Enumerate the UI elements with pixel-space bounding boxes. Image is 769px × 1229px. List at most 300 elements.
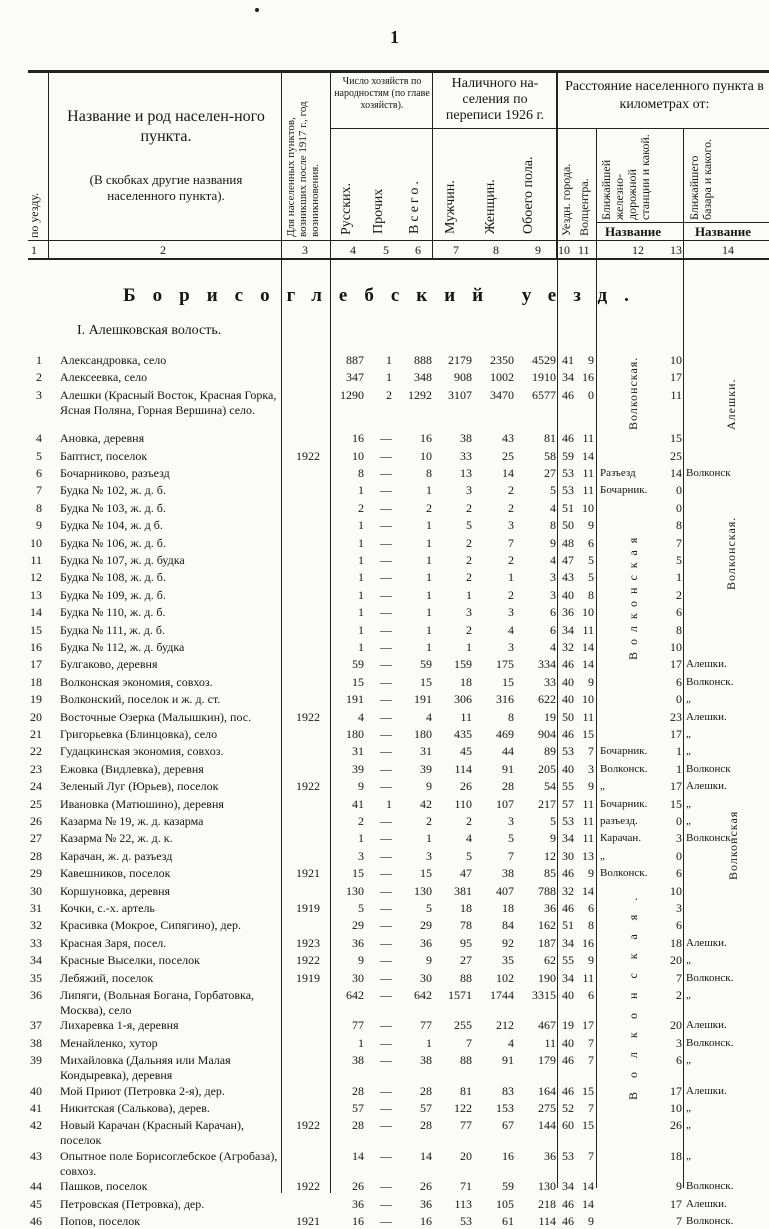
households-russian: 28	[352, 1118, 364, 1133]
households-total: 16	[420, 431, 432, 446]
bazaar-name: Алешки.	[686, 936, 727, 949]
table-row	[0, 1018, 769, 1033]
settlement-name: Будка № 107, ж. д. будка	[60, 553, 185, 567]
table-row	[0, 1214, 769, 1229]
station-distance: 7	[676, 535, 682, 550]
settlement-name: Будка № 112, ж. д. будка	[60, 640, 185, 654]
settlement-name: Никитская (Салькова), дерев.	[60, 1101, 210, 1115]
distance-volost: 14	[582, 640, 594, 654]
station-distance: 8	[676, 622, 682, 637]
table-row	[0, 449, 769, 464]
station-label: Волконская.	[626, 883, 640, 1100]
households-other: —	[380, 918, 392, 933]
households-total: 36	[420, 935, 432, 950]
row-number: 40	[30, 1083, 42, 1098]
distance-town: 43	[562, 570, 574, 585]
females: 3470	[490, 387, 514, 402]
table-row	[0, 971, 769, 986]
males: 3	[466, 483, 472, 498]
station-distance: 3	[676, 831, 682, 846]
households-other: —	[380, 814, 392, 828]
distance-volost: 9	[588, 518, 594, 533]
both-sexes: 54	[544, 779, 556, 794]
households-total: 38	[420, 1053, 432, 1068]
row-number: 14	[30, 605, 42, 620]
row-number: 23	[30, 761, 42, 776]
households-russian: 59	[352, 657, 364, 672]
males: 20	[460, 1148, 472, 1163]
col12-header: Ближайшей железно-дорожной станции и какой.	[599, 134, 652, 220]
households-other: —	[380, 587, 392, 602]
row-number: 34	[30, 953, 42, 968]
bazaar-label: Алешки.	[724, 378, 738, 430]
distance-town: 40	[562, 587, 574, 602]
both-sexes: 36	[544, 901, 556, 915]
females: 3	[508, 814, 514, 828]
founded-year: 1921	[296, 1214, 320, 1228]
distance-volost: 16	[582, 370, 594, 385]
table-row	[0, 640, 769, 655]
distance-town: 46	[562, 657, 574, 672]
both-sexes: 179	[538, 1053, 556, 1068]
households-other: —	[380, 657, 392, 672]
females: 92	[502, 935, 514, 950]
females: 153	[496, 1101, 514, 1115]
settlement-name: Будка № 111, ж. д. б.	[60, 622, 165, 637]
both-sexes: 622	[538, 692, 556, 707]
distance-volost: 9	[588, 866, 594, 881]
households-other: 1	[386, 353, 392, 367]
distance-town: 47	[562, 553, 574, 567]
households-russian: 9	[358, 779, 364, 794]
table-row	[0, 501, 769, 516]
households-group-header: Число хозяйств по народностям (по главе хозяйств).	[334, 76, 430, 111]
settlement-name: Лихаревка 1-я, деревня	[60, 1018, 179, 1033]
distance-volost: 5	[588, 570, 594, 585]
households-other: —	[380, 848, 392, 863]
station-distance: 17	[670, 1083, 682, 1098]
col6-header: Всего.	[407, 178, 422, 234]
table-row	[0, 692, 769, 707]
table-row	[0, 710, 769, 725]
males: 13	[460, 466, 472, 480]
households-russian: 642	[346, 988, 364, 1002]
both-sexes: 9	[550, 535, 556, 550]
station-distance: 23	[670, 709, 682, 724]
distance-volost: 11	[582, 431, 594, 446]
households-russian: 16	[352, 1214, 364, 1228]
households-other: —	[380, 1196, 392, 1211]
table-row	[0, 814, 769, 829]
males: 113	[454, 1196, 472, 1211]
households-other: —	[380, 883, 392, 898]
both-sexes: 162	[538, 918, 556, 933]
header-subgroup-rule	[330, 128, 769, 129]
station-distance: 6	[676, 674, 682, 689]
both-sexes: 334	[538, 657, 556, 672]
males: 1571	[448, 988, 472, 1002]
row-number: 30	[30, 883, 42, 898]
both-sexes: 275	[538, 1101, 556, 1115]
households-total: 39	[420, 761, 432, 776]
distance-volost: 14	[582, 1196, 594, 1211]
males: 306	[454, 692, 472, 707]
settlement-name: Баптист, поселок	[60, 448, 148, 463]
households-russian: 191	[346, 692, 364, 707]
station-label: Волконская	[626, 530, 640, 660]
col-divider	[432, 73, 433, 259]
col-number: 4	[350, 243, 356, 257]
males: 27	[460, 953, 472, 968]
col-number: 12	[632, 243, 644, 257]
col3-header: Для населенных пунктов, возникших после 1917 г., год возникновения.	[285, 101, 321, 237]
households-other: —	[380, 1083, 392, 1098]
distance-volost: 11	[582, 814, 594, 828]
station-distance: 15	[670, 431, 682, 446]
females: 7	[508, 535, 514, 550]
distance-volost: 7	[588, 744, 594, 759]
row-number: 3	[36, 387, 42, 402]
males: 110	[454, 796, 472, 811]
households-total: 1	[426, 640, 432, 654]
row-number: 20	[30, 709, 42, 724]
station-distance: 10	[670, 883, 682, 898]
females: 44	[502, 744, 514, 759]
both-sexes: 1910	[532, 370, 556, 385]
males: 18	[460, 674, 472, 689]
females: 1744	[490, 988, 514, 1002]
households-total: 10	[420, 448, 432, 463]
distance-town: 55	[562, 953, 574, 968]
both-sexes: 9	[550, 831, 556, 846]
station-distance: 6	[676, 1053, 682, 1068]
row-number: 7	[36, 483, 42, 498]
females: 18	[502, 901, 514, 915]
males: 11	[460, 709, 472, 724]
households-total: 1	[426, 518, 432, 533]
row-number: 18	[30, 674, 42, 689]
both-sexes: 130	[538, 1179, 556, 1194]
station-label: Волконская.	[626, 356, 640, 430]
station-name: Волконск.	[600, 762, 648, 775]
station-distance: 1	[676, 761, 682, 776]
households-total: 28	[420, 1118, 432, 1133]
households-russian: 15	[352, 674, 364, 689]
station-name: Волконск.	[600, 867, 648, 880]
settlement-name: Александровка, село	[60, 353, 167, 367]
table-row	[0, 727, 769, 742]
households-russian: 1	[358, 831, 364, 846]
males: 255	[454, 1018, 472, 1033]
females: 316	[496, 692, 514, 707]
settlement-name: Будка № 110, ж. д. б.	[60, 605, 166, 620]
col2-title: Название и род населен-ного пункта.	[67, 108, 265, 145]
row-number: 39	[30, 1053, 42, 1068]
households-other: 1	[386, 796, 392, 811]
distance-volost: 6	[588, 535, 594, 550]
households-russian: 2	[358, 814, 364, 828]
bazaar-name: „	[686, 1054, 691, 1067]
households-total: 2	[426, 814, 432, 828]
distance-town: 46	[562, 866, 574, 881]
households-russian: 77	[352, 1018, 364, 1033]
both-sexes: 164	[538, 1083, 556, 1098]
females: 35	[502, 953, 514, 968]
distance-town: 34	[562, 970, 574, 985]
bazaar-name: Волконск	[686, 762, 731, 775]
households-russian: 130	[346, 883, 364, 898]
table-row	[0, 918, 769, 933]
distance-volost: 9	[588, 353, 594, 367]
distance-volost: 9	[588, 674, 594, 689]
settlement-name: Восточные Озерка (Малышкин), пос.	[60, 709, 252, 724]
households-other: —	[380, 866, 392, 881]
households-russian: 29	[352, 918, 364, 933]
station-distance: 9	[676, 1179, 682, 1194]
households-other: 2	[386, 387, 392, 402]
distance-volost: 11	[582, 709, 594, 724]
males: 2	[466, 622, 472, 637]
households-total: 28	[420, 1083, 432, 1098]
settlement-name: Алексеевка, село	[60, 370, 148, 385]
both-sexes: 114	[538, 1214, 556, 1228]
col-number: 6	[415, 243, 421, 257]
distance-town: 34	[562, 1179, 574, 1194]
station-distance: 6	[676, 605, 682, 620]
station-distance: 14	[670, 466, 682, 480]
row-number: 29	[30, 866, 42, 881]
bazaar-name: „	[686, 989, 691, 1001]
distance-volost: 11	[582, 466, 594, 480]
col-divider	[48, 73, 49, 259]
distance-town: 53	[562, 744, 574, 759]
distance-volost: 6	[588, 901, 594, 915]
distance-volost: 10	[582, 500, 594, 515]
col5-header: Прочих	[371, 188, 386, 234]
founded-year: 1919	[296, 901, 320, 915]
females: 2	[508, 483, 514, 498]
settlement-name: Булгаково, деревня	[60, 657, 158, 672]
females: 4	[508, 622, 514, 637]
station-name: Бочарник.	[600, 797, 648, 810]
table-row	[0, 866, 769, 881]
households-total: 130	[414, 883, 432, 898]
households-other: —	[380, 988, 392, 1002]
females: 469	[496, 727, 514, 741]
distance-volost: 5	[588, 553, 594, 567]
bazaar-name: „	[686, 954, 691, 967]
founded-year: 1922	[296, 709, 320, 724]
row-number: 10	[30, 535, 42, 550]
volost-title: I. Алешковская волость.	[77, 323, 222, 338]
both-sexes: 12	[544, 848, 556, 863]
table-row	[0, 518, 769, 533]
table-row	[0, 762, 769, 777]
settlement-name: Гудацкинская экономия, совхоз.	[60, 744, 224, 759]
table-row	[0, 466, 769, 481]
settlement-name: Кочки, с.-х. артель	[60, 901, 155, 915]
households-russian: 31	[352, 744, 364, 759]
households-russian: 26	[352, 1179, 364, 1194]
distance-town: 53	[562, 466, 574, 480]
households-other: —	[380, 570, 392, 585]
station-distance: 18	[670, 935, 682, 950]
households-russian: 1290	[340, 387, 364, 402]
col4-header: Русских.	[339, 182, 354, 235]
settlement-name: Липяги, (Вольная Богана, Горбатовка, Москва), село	[60, 988, 255, 1017]
row-number: 32	[30, 918, 42, 933]
table-row	[0, 1053, 769, 1083]
households-russian: 1	[358, 483, 364, 498]
households-other: —	[380, 1035, 392, 1050]
females: 38	[502, 866, 514, 881]
households-russian: 1	[358, 518, 364, 533]
households-total: 9	[426, 779, 432, 794]
females: 61	[502, 1214, 514, 1228]
households-total: 15	[420, 866, 432, 881]
bazaar-name: Волконск.	[686, 675, 734, 688]
households-russian: 2	[358, 500, 364, 515]
settlement-name: Опытное поле Борисоглебское (Агробаза), совхоз.	[60, 1148, 278, 1178]
distance-volost: 11	[582, 831, 594, 846]
table-row	[0, 588, 769, 603]
both-sexes: 788	[538, 883, 556, 898]
distance-town: 46	[562, 387, 574, 402]
row-number: 28	[30, 848, 42, 863]
households-russian: 36	[352, 1196, 364, 1211]
row-number: 25	[30, 796, 42, 811]
distance-town: 55	[562, 779, 574, 794]
bazaar-name: „	[686, 797, 691, 810]
station-distance: 0	[676, 483, 682, 498]
households-total: 3	[426, 848, 432, 863]
females: 1	[508, 570, 514, 585]
both-sexes: 33	[544, 674, 556, 689]
distance-volost: 14	[582, 657, 594, 672]
households-russian: 8	[358, 466, 364, 480]
households-other: —	[380, 466, 392, 480]
settlement-name: Будка № 104, ж. д б.	[60, 518, 163, 533]
females: 3	[508, 640, 514, 654]
females: 2	[508, 553, 514, 567]
station-name: Бочарник.	[600, 745, 648, 758]
row-number: 1	[36, 353, 42, 367]
households-total: 1	[426, 570, 432, 585]
both-sexes: 89	[544, 744, 556, 759]
males: 71	[460, 1179, 472, 1194]
households-total: 180	[414, 727, 432, 741]
females: 43	[502, 431, 514, 446]
females: 102	[496, 970, 514, 985]
bazaar-name: Волконск.	[686, 1215, 734, 1227]
distance-volost: 3	[588, 761, 594, 776]
households-total: 1	[426, 622, 432, 637]
col-number: 2	[160, 243, 166, 257]
households-russian: 1	[358, 570, 364, 585]
distance-volost: 8	[588, 918, 594, 933]
table-row	[0, 536, 769, 551]
households-other: —	[380, 761, 392, 776]
col-number: 7	[453, 243, 459, 257]
distance-volost: 10	[582, 605, 594, 620]
col7-header: Мужчин.	[443, 180, 458, 234]
col8-header: Женщин.	[483, 179, 498, 234]
households-other: —	[380, 674, 392, 689]
males: 1	[466, 640, 472, 654]
col-divider	[556, 73, 558, 259]
table-row	[0, 797, 769, 812]
row-number: 13	[30, 587, 42, 602]
col9-header: Обоего пола.	[521, 156, 536, 234]
distance-town: 46	[562, 1196, 574, 1211]
row-number: 43	[30, 1148, 42, 1163]
station-distance: 10	[670, 353, 682, 367]
both-sexes: 4	[550, 500, 556, 515]
households-russian: 16	[352, 431, 364, 446]
households-other: —	[380, 1018, 392, 1033]
females: 3	[508, 605, 514, 620]
bazaar-name: Волконск.	[686, 1036, 734, 1049]
bazaar-name: „	[686, 728, 691, 740]
households-total: 26	[420, 1179, 432, 1194]
station-name: „	[600, 780, 605, 793]
households-russian: 887	[346, 353, 364, 367]
households-other: —	[380, 553, 392, 567]
settlement-name: Алешки (Красный Восток, Красная Горка, Ясная Поляна, Горная Вершина) село.	[60, 387, 277, 417]
distance-town: 46	[562, 727, 574, 741]
station-distance: 0	[676, 848, 682, 863]
households-other: —	[380, 518, 392, 533]
population-group-header: Наличного на-селения по переписи 1926 г.	[445, 76, 545, 123]
households-other: —	[380, 953, 392, 968]
bazaar-name: „	[686, 1102, 691, 1114]
households-total: 348	[414, 370, 432, 385]
distance-volost: 10	[582, 692, 594, 707]
males: 53	[460, 1214, 472, 1228]
households-other: —	[380, 483, 392, 498]
distance-volost: 7	[588, 1148, 594, 1163]
row-number: 26	[30, 814, 42, 828]
station-distance: 0	[676, 692, 682, 707]
males: 47	[460, 866, 472, 881]
table-row	[0, 657, 769, 672]
households-other: 1	[386, 370, 392, 385]
households-russian: 3	[358, 848, 364, 863]
station-name: Карачан.	[600, 832, 642, 845]
founded-year: 1923	[296, 935, 320, 950]
settlement-name: Пашков, поселок	[60, 1179, 148, 1194]
males: 78	[460, 918, 472, 933]
station-distance: 10	[670, 1101, 682, 1115]
both-sexes: 5	[550, 483, 556, 498]
distance-town: 36	[562, 605, 574, 620]
both-sexes: 11	[544, 1035, 556, 1050]
distance-volost: 13	[582, 848, 594, 863]
bazaar-name: „	[686, 745, 691, 758]
males: 2	[466, 535, 472, 550]
distance-volost: 11	[582, 970, 594, 985]
bazaar-name: „	[686, 1149, 691, 1162]
table-row	[0, 884, 769, 899]
settlement-name: Будка № 109, ж. д. б.	[60, 587, 166, 602]
females: 91	[502, 1053, 514, 1068]
header-bottom-rule	[28, 258, 769, 260]
households-total: 15	[420, 674, 432, 689]
distance-group-header: Расстояние населенного пункта в километрах от:	[565, 79, 764, 112]
both-sexes: 3315	[532, 988, 556, 1002]
males: 435	[454, 727, 472, 741]
households-total: 2	[426, 500, 432, 515]
